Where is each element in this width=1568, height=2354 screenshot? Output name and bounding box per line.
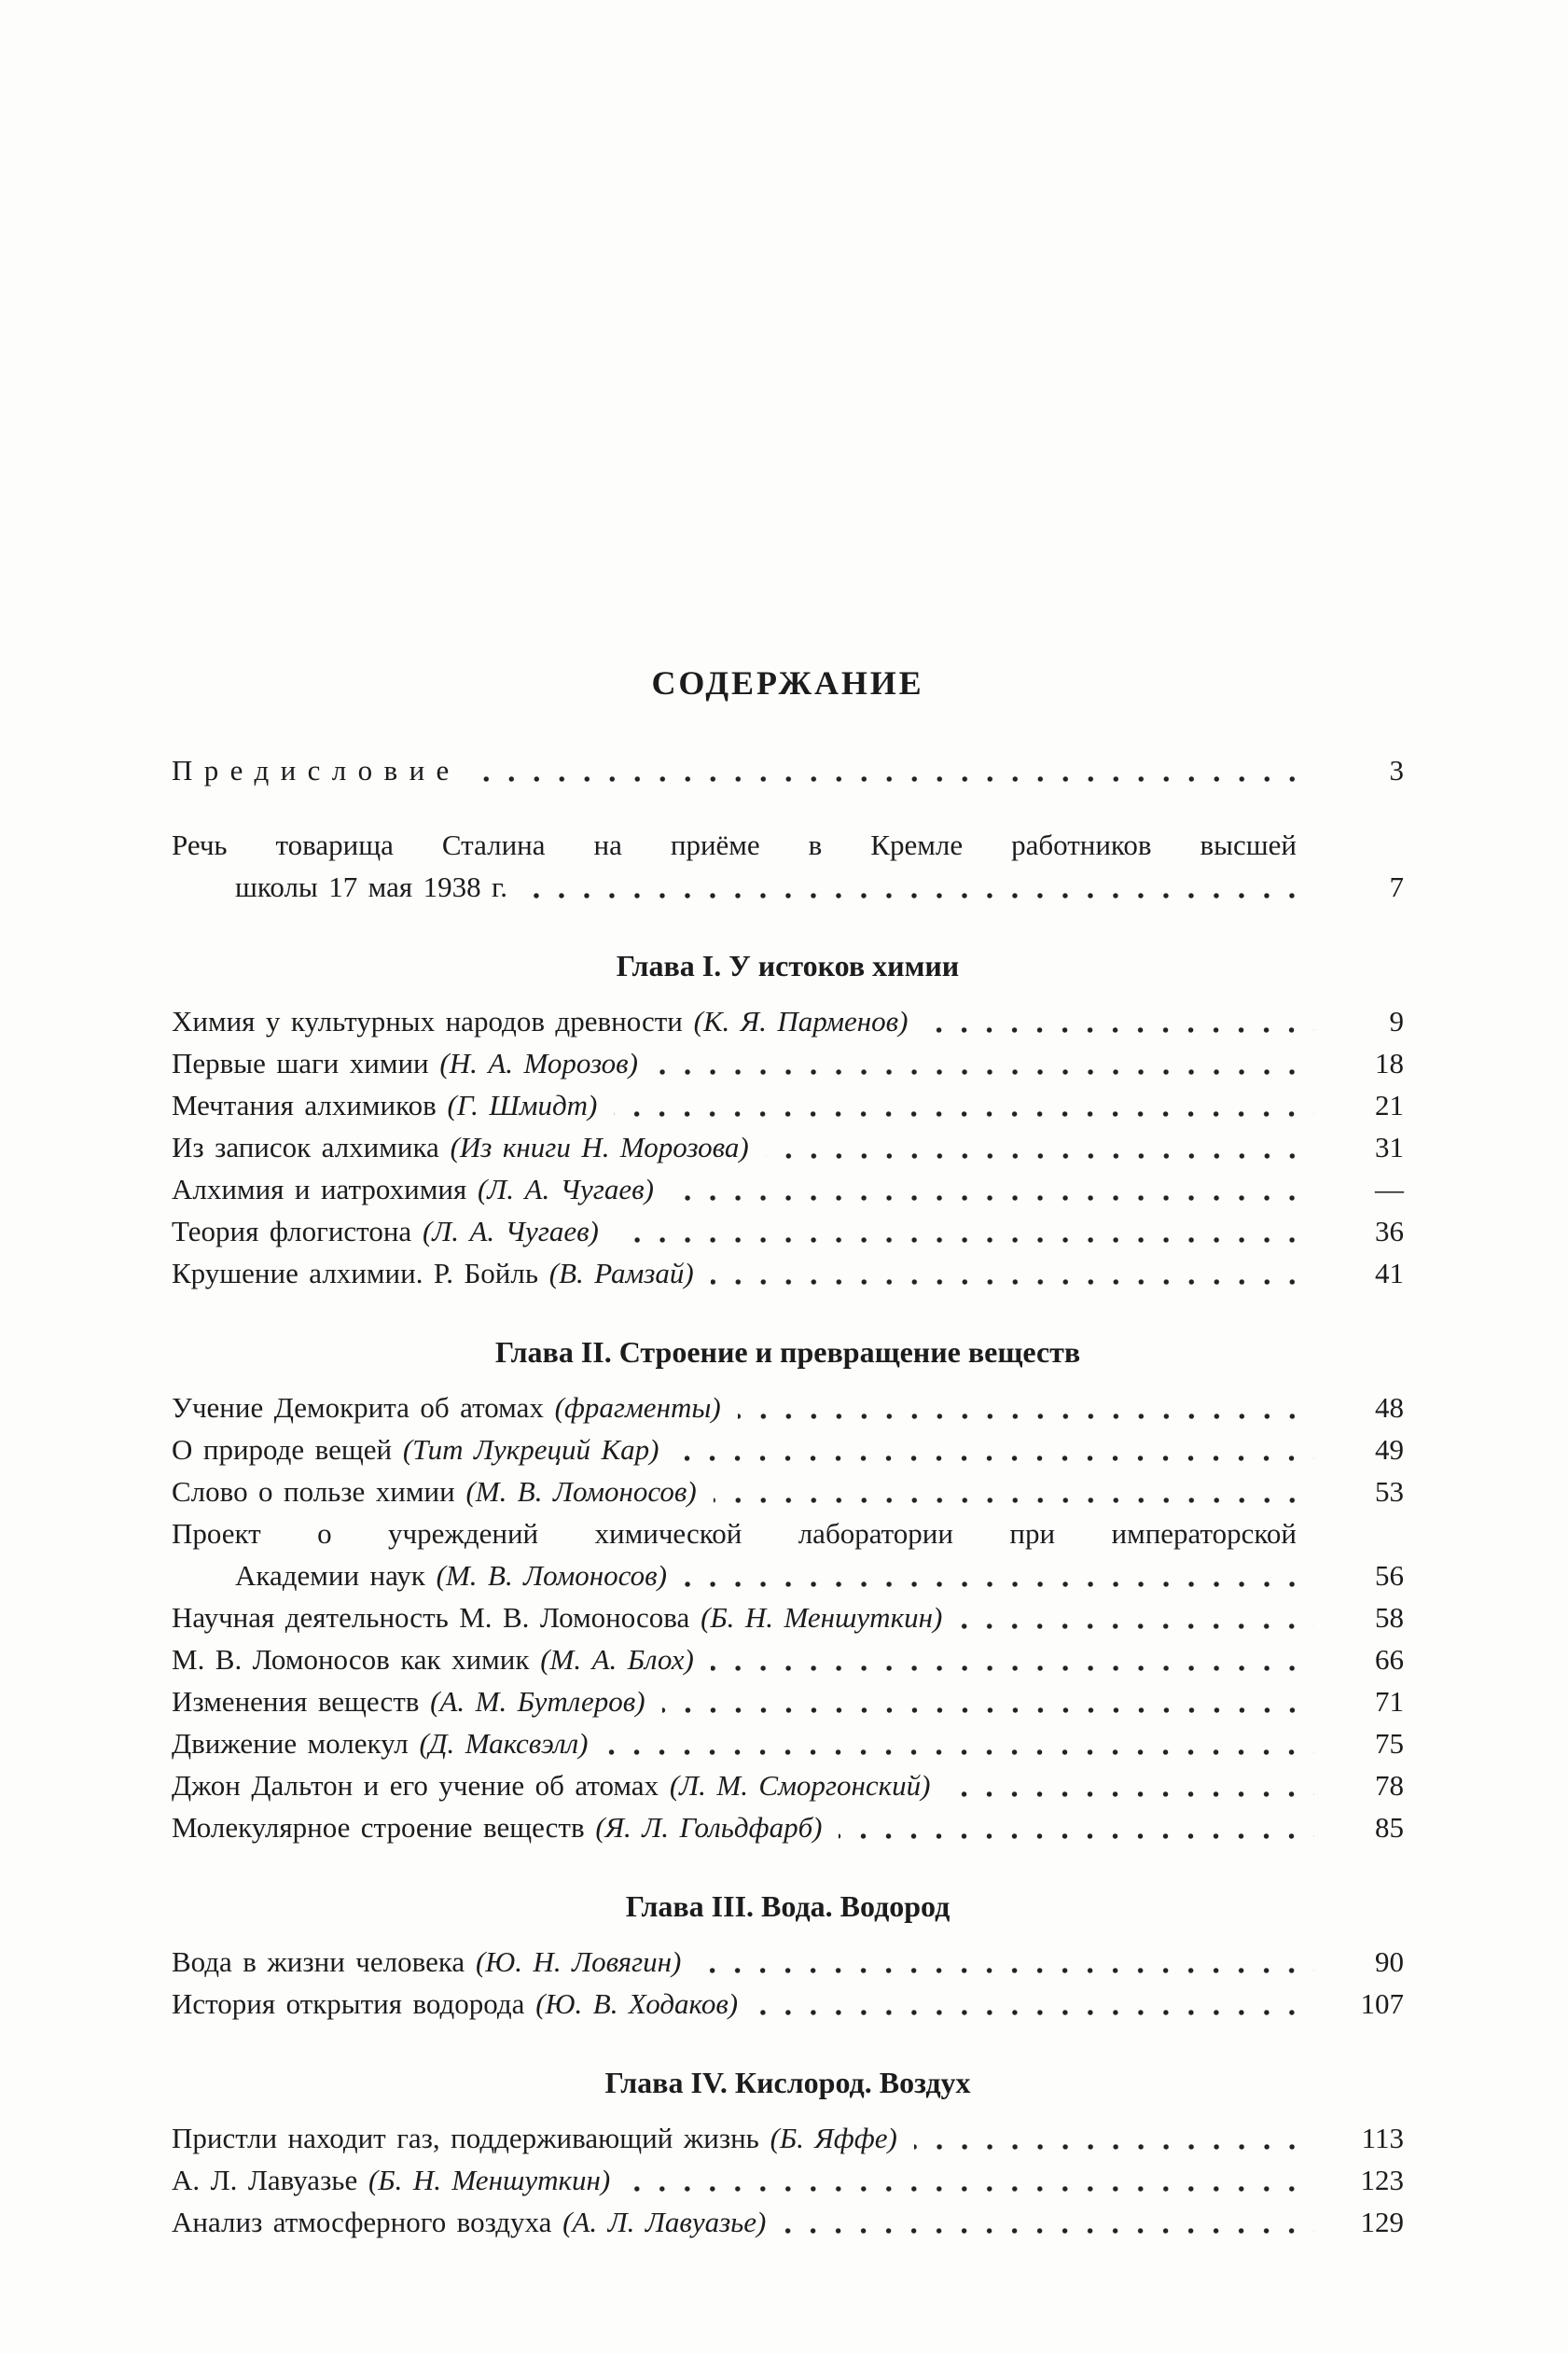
- dot-leader: [675, 1456, 1314, 1461]
- page-number: 3: [1389, 754, 1404, 787]
- page-number: 49: [1375, 1433, 1404, 1467]
- entry-author: (А. Л. Лавуазье): [562, 2206, 767, 2239]
- page-number: 48: [1375, 1391, 1404, 1425]
- dot-leader: [662, 1707, 1314, 1713]
- toc-entry: [172, 1983, 1404, 2025]
- entry-title: История открытия водорода: [172, 1987, 525, 2021]
- entry-author: (А. М. Бутлеров): [430, 1685, 645, 1719]
- entry-author: (Д. Максвэлл): [419, 1727, 589, 1761]
- toc-entry: [172, 1168, 1404, 1210]
- dot-leader: [671, 1195, 1314, 1201]
- toc-entry: [172, 1470, 1404, 1512]
- toc-entry: [172, 1722, 1404, 1764]
- entry-title: М. В. Ломоносов как химик: [172, 1643, 530, 1677]
- entry-title: Научная деятельность М. В. Ломоносова: [172, 1601, 690, 1635]
- entry-title: Мечтания алхимиков: [172, 1089, 437, 1122]
- toc-entry: [172, 1428, 1404, 1470]
- entry-author: (В. Рамзай): [548, 1257, 694, 1290]
- entry-title: Пристли находит газ, поддерживающий жизнь: [172, 2122, 759, 2155]
- entry-author: (Г. Шмидт): [447, 1089, 598, 1122]
- dot-leader: [604, 1749, 1314, 1755]
- entry-author: (Л. М. Сморгонский): [669, 1769, 931, 1803]
- entry-title: Теория флогистона: [172, 1215, 412, 1248]
- toc-entry: [172, 1806, 1404, 1848]
- toc-entry: [172, 1084, 1404, 1126]
- toc-entry: [172, 1126, 1404, 1168]
- entry-title: Слово о пользе химии: [172, 1475, 455, 1509]
- entry-title: Крушение алхимии. Р. Бойль: [172, 1257, 538, 1290]
- chapter-heading: Глава III. Вода. Водород: [625, 1889, 951, 1924]
- page-number: 58: [1375, 1601, 1404, 1635]
- page-number: 53: [1375, 1475, 1404, 1509]
- entry-title: Изменения веществ: [172, 1685, 420, 1719]
- entry-title: Первые шаги химии: [172, 1047, 429, 1080]
- chapter-heading: Глава IV. Кислород. Воздух: [604, 2066, 971, 2100]
- dot-leader: [684, 1581, 1314, 1587]
- page-number: 90: [1375, 1945, 1404, 1979]
- page-number: 78: [1375, 1769, 1404, 1803]
- toc-entry: [172, 2159, 1404, 2201]
- entry-author: (Ю. В. Ходаков): [535, 1987, 739, 2021]
- page-number: 31: [1375, 1131, 1404, 1164]
- entry-author: (М. В. Ломоносов): [465, 1475, 697, 1509]
- dot-leader: [655, 1069, 1314, 1075]
- toc-entry: [172, 1000, 1404, 1042]
- toc-entry: [172, 749, 1404, 791]
- dot-leader: [766, 1153, 1314, 1159]
- toc-entry: [172, 1252, 1404, 1294]
- entry-title: Химия у культурных народов древности: [172, 1005, 683, 1038]
- page-number: 41: [1375, 1257, 1404, 1290]
- page-number: 71: [1375, 1685, 1404, 1719]
- dot-leader: [959, 1623, 1314, 1629]
- entry-author: (Тит Лукреций Кар): [402, 1433, 659, 1467]
- entry-author: (Я. Л. Гольдфарб): [595, 1811, 823, 1845]
- entry-title: Из записок алхимика: [172, 1131, 439, 1164]
- page-number: 113: [1361, 2122, 1404, 2155]
- toc-entry: [172, 1210, 1404, 1252]
- entry-author: (Ю. Н. Ловягин): [475, 1945, 682, 1979]
- chapter-heading: Глава II. Строение и превращение веществ: [494, 1335, 1081, 1370]
- page-number: —: [1375, 1173, 1404, 1206]
- entry-author: (Л. А. Чугаев): [477, 1173, 654, 1206]
- dot-leader: [711, 1665, 1314, 1671]
- toc-entry: [172, 1042, 1404, 1084]
- entry-author: (Б. Н. Меншуткин): [701, 1601, 943, 1635]
- page-number: 21: [1375, 1089, 1404, 1122]
- dot-leader: [711, 1279, 1314, 1285]
- toc-entry: [172, 1941, 1404, 1983]
- entry-author: (М. В. Ломоносов): [436, 1559, 667, 1593]
- dot-leader: [947, 1791, 1314, 1797]
- dot-leader: [478, 776, 1314, 782]
- dot-leader: [839, 1833, 1314, 1839]
- entry-author: (Л. А. Чугаев): [422, 1215, 599, 1248]
- page-number: 123: [1360, 2164, 1404, 2197]
- toc-entry: [172, 1680, 1404, 1722]
- entry-title: Учение Демокрита об атомах: [172, 1391, 544, 1425]
- page-title: СОДЕРЖАНИЕ: [651, 664, 924, 702]
- page-number: 107: [1360, 1987, 1404, 2021]
- page-number: 85: [1375, 1811, 1404, 1845]
- toc-entry: [172, 1386, 1404, 1428]
- entry-title: Предисловие: [172, 754, 461, 787]
- entry-title: Вода в жизни человека: [172, 1945, 465, 1979]
- entry-title: Джон Дальтон и его учение об атомах: [172, 1769, 659, 1803]
- entry-author: (Б. Яффе): [770, 2122, 897, 2155]
- dot-leader: [614, 1111, 1314, 1117]
- dot-leader: [924, 1027, 1314, 1033]
- entry-author: (Б. Н. Меншуткин): [368, 2164, 611, 2197]
- entry-line2: Академии наук: [235, 1559, 425, 1593]
- entry-line2: школы 17 мая 1938 г.: [235, 871, 508, 904]
- entry-title: Анализ атмосферного воздуха: [172, 2206, 552, 2239]
- toc-entry: [172, 2117, 1404, 2159]
- toc-entry: [172, 1596, 1404, 1638]
- entry-author: (фрагменты): [554, 1391, 721, 1425]
- toc-entry: [172, 1512, 1404, 1596]
- page-number: 9: [1389, 1005, 1404, 1038]
- page-number: 18: [1375, 1047, 1404, 1080]
- entry-title: Алхимия и иатрохимия: [172, 1173, 467, 1206]
- dot-leader: [524, 893, 1314, 898]
- entry-title: Молекулярное строение веществ: [172, 1811, 585, 1845]
- dot-leader: [698, 1968, 1314, 1973]
- page-number: 75: [1375, 1727, 1404, 1761]
- chapter-heading: Глава I. У истоков химии: [616, 949, 960, 983]
- toc-entry: [172, 1764, 1404, 1806]
- page-number: 129: [1360, 2206, 1404, 2239]
- page-number: 36: [1375, 1215, 1404, 1248]
- entry-title: О природе вещей: [172, 1433, 393, 1467]
- page-number: 56: [1375, 1559, 1404, 1593]
- entry-author: (Н. А. Морозов): [439, 1047, 638, 1080]
- dot-leader: [616, 1237, 1314, 1243]
- page-number: 7: [1389, 871, 1404, 904]
- dot-leader: [755, 2010, 1314, 2015]
- dot-leader: [914, 2144, 1314, 2150]
- toc-entry: [172, 824, 1404, 908]
- entry-title: А. Л. Лавуазье: [172, 2164, 358, 2197]
- page-number: 66: [1375, 1643, 1404, 1677]
- entry-author: (Из книги Н. Морозова): [450, 1131, 749, 1164]
- toc-entry: [172, 1638, 1404, 1680]
- toc-entry: [172, 2201, 1404, 2243]
- entry-author: (К. Я. Парменов): [693, 1005, 909, 1038]
- dot-leader: [627, 2186, 1314, 2192]
- dot-leader: [783, 2228, 1314, 2234]
- entry-line1: Проект о учреждений химической лаборатории при императорской: [172, 1517, 1297, 1551]
- entry-author: (М. А. Блох): [540, 1643, 694, 1677]
- entry-line1: Речь товарища Сталина на приёме в Кремле работников высшей: [172, 829, 1297, 862]
- dot-leader: [738, 1414, 1314, 1419]
- entry-title: Движение молекул: [172, 1727, 409, 1761]
- dot-leader: [714, 1497, 1314, 1503]
